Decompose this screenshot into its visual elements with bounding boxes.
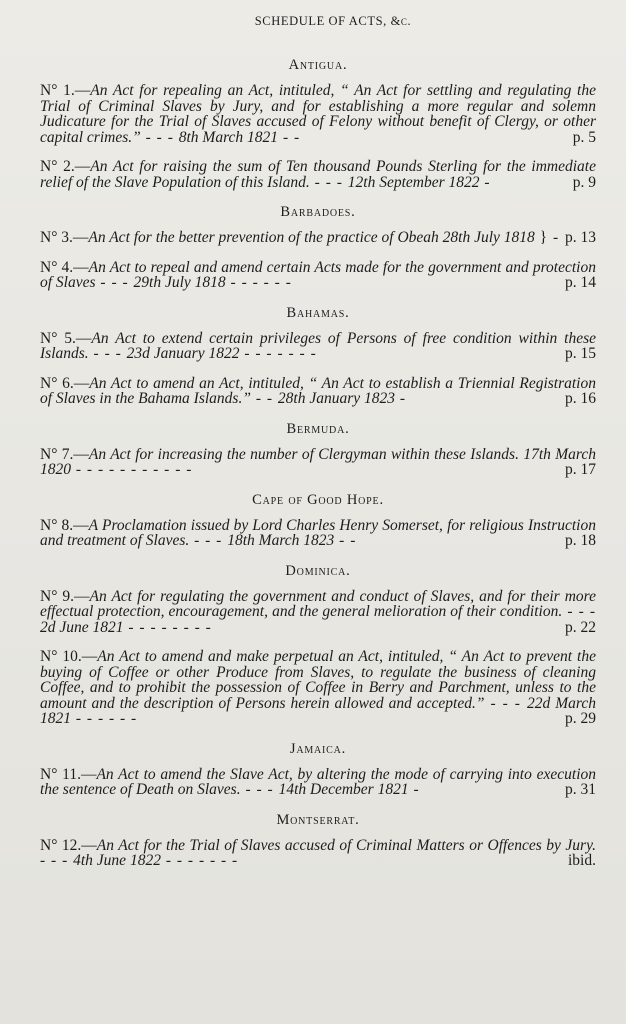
colony-heading: Bermuda.	[286, 420, 350, 437]
page-reference: p. 16	[565, 390, 596, 407]
act-title: An Act to extend certain privileges of Persons of free condition within these Islands.	[40, 329, 596, 362]
act-title: An Act to repeal and amend certain Acts made for the government and protection of Slaves	[40, 258, 596, 291]
act-number: N° 10.—	[40, 648, 98, 665]
page-reference: p. 5	[572, 128, 596, 146]
act-title: A Proclamation issued by Lord Charles Henry Somerset, for religious Instruction and treatment of Slaves.	[40, 516, 596, 549]
act-number: N° 7.—	[40, 445, 89, 463]
act-title: An Act for repealing an Act, intituled, “ An Act for settling and regulating the Trial of Criminal Slaves by Jury, and for establishing a more regular and solemn Judicature for the Trial of Slaves accused of Felony without benefit of Clergy, or other capital crimes.”	[40, 82, 596, 146]
act-title: An Act for the better prevention of the practice of Obeah	[88, 229, 439, 246]
colony-section	[40, 812, 596, 869]
page-reference: p. 13	[565, 229, 596, 246]
colony-section	[40, 57, 596, 190]
act-entry	[40, 767, 596, 798]
page-reference: p. 22	[565, 618, 596, 636]
act-entry	[40, 331, 596, 362]
act-date: 4th June 1822	[73, 852, 161, 869]
leader-dashes: - - -	[309, 173, 348, 191]
colony-section	[40, 741, 596, 798]
leader-dots: - - - - - - - -	[123, 618, 212, 636]
leader-dashes: - - -	[189, 532, 228, 549]
act-entry	[40, 159, 596, 190]
page-reference: p. 18	[565, 532, 596, 549]
act-number: N° 8.—	[40, 516, 89, 534]
act-entry	[40, 260, 596, 291]
colony-heading: Barbadoes.	[280, 204, 356, 220]
act-date: 22d March 1821	[40, 694, 596, 727]
leader-dots: -	[479, 173, 491, 191]
act-date: 28th January 1823	[277, 390, 396, 407]
leader-dots: - - - - - - - - - - -	[71, 461, 193, 478]
colony-section	[40, 563, 596, 727]
act-title: An Act for raising the sum of Ten thousand Pounds Sterling for the immediate relief of the Slave Population of this Island.	[40, 158, 596, 191]
act-number: N° 3.—	[40, 229, 89, 246]
act-entry	[40, 376, 596, 407]
page-reference: p. 9	[572, 173, 596, 191]
leader-dots: - -	[334, 532, 357, 549]
colony-heading: Jamaica.	[289, 740, 347, 757]
page-reference: p. 14	[565, 274, 596, 291]
running-head: SCHEDULE OF ACTS, &c.	[254, 14, 412, 28]
colony-heading: Dominica.	[285, 562, 351, 579]
colony-heading: Montserrat.	[276, 811, 360, 828]
act-date: 2d June 1821	[40, 618, 124, 636]
leader-dots: -	[408, 781, 420, 798]
act-number: N° 1.—	[40, 82, 91, 99]
leader-dashes: - - -	[140, 128, 179, 146]
act-number: N° 11.—	[40, 765, 97, 783]
colony-heading: Bahamas.	[286, 304, 350, 321]
act-number: N° 12.—	[40, 836, 97, 854]
leader-dashes: - - -	[95, 274, 134, 291]
act-entry	[40, 230, 596, 246]
act-date: 17th March 1820	[40, 445, 596, 478]
act-date: 14th December 1821	[278, 781, 409, 798]
leader-dashes: - - -	[484, 694, 527, 712]
act-number: N° 6.—	[40, 374, 90, 392]
page-reference: p. 15	[565, 345, 596, 362]
leader-dashes: - -	[250, 390, 278, 407]
colony-heading: Antigua.	[288, 57, 348, 73]
colony-section	[40, 204, 596, 291]
act-date: 29th July 1818	[133, 274, 226, 291]
leader-dashes: - - -	[40, 852, 74, 869]
page-reference: ibid.	[568, 852, 596, 869]
leader-dots: - - - - - -	[71, 710, 138, 727]
leader-dots: -	[395, 390, 407, 407]
act-date: 18th March 1823	[227, 532, 335, 549]
leader-dashes: - - -	[240, 781, 279, 798]
leader-dashes: - - -	[88, 345, 127, 362]
act-number: N° 2.—	[40, 158, 91, 175]
act-entry	[40, 83, 596, 145]
act-entry	[40, 589, 596, 636]
leader-dots: - - - - - - -	[239, 345, 317, 362]
act-title: An Act for regulating the government and conduct of Slaves, and for their more effectual protection, encouragement, and the general melioration of their condition.	[40, 587, 596, 620]
colony-section	[40, 421, 596, 478]
act-date: 23d January 1822	[126, 345, 240, 362]
act-title: An Act to amend the Slave Act, by altering the mode of carrying into execution the sentence of Death on Slaves.	[40, 765, 597, 798]
act-title: An Act for the Trial of Slaves accused of Criminal Matters or Offences by Jury.	[96, 836, 596, 854]
act-entry	[40, 447, 596, 478]
act-number: N° 4.—	[40, 258, 89, 276]
act-title: An Act to amend an Act, intituled, “ An Act to establish a Triennial Registration of Slaves in the Bahama Islands.”	[40, 374, 596, 407]
page-reference: p. 31	[565, 781, 596, 798]
leader-dots: - -	[278, 128, 301, 146]
leader-dots: - - - - - - -	[160, 852, 239, 869]
act-number: N° 5.—	[40, 329, 92, 347]
act-entry	[40, 649, 596, 727]
act-title: An Act for increasing the number of Clergyman within these Islands.	[88, 445, 519, 463]
page-reference: p. 17	[565, 461, 596, 478]
act-date: 8th March 1821	[178, 128, 279, 146]
leader-dots: - - - - - -	[225, 274, 292, 291]
leader-dots: } -	[534, 229, 560, 246]
colony-section	[40, 305, 596, 407]
act-title: An Act to amend and make perpetual an Act, intituled, “ An Act to prevent the buying of Coffee or other Produce from Slaves, to regulate the business of cleaning Coffee, and to prohibit the possession of Coffee in Berry and Parchment, unless to the amount and the description of Persons herein allowed and accepted.”	[40, 648, 596, 712]
act-entry	[40, 838, 596, 869]
colony-section	[40, 492, 596, 549]
act-date: 12th September 1822	[347, 173, 480, 191]
act-date: 28th July 1818	[442, 229, 535, 246]
page-reference: p. 29	[565, 710, 596, 727]
act-number: N° 9.—	[40, 587, 90, 605]
colony-heading: Cape of Good Hope.	[252, 491, 384, 508]
schedule-list	[40, 57, 596, 869]
act-entry	[40, 518, 596, 549]
leader-dashes: - - -	[562, 603, 596, 620]
